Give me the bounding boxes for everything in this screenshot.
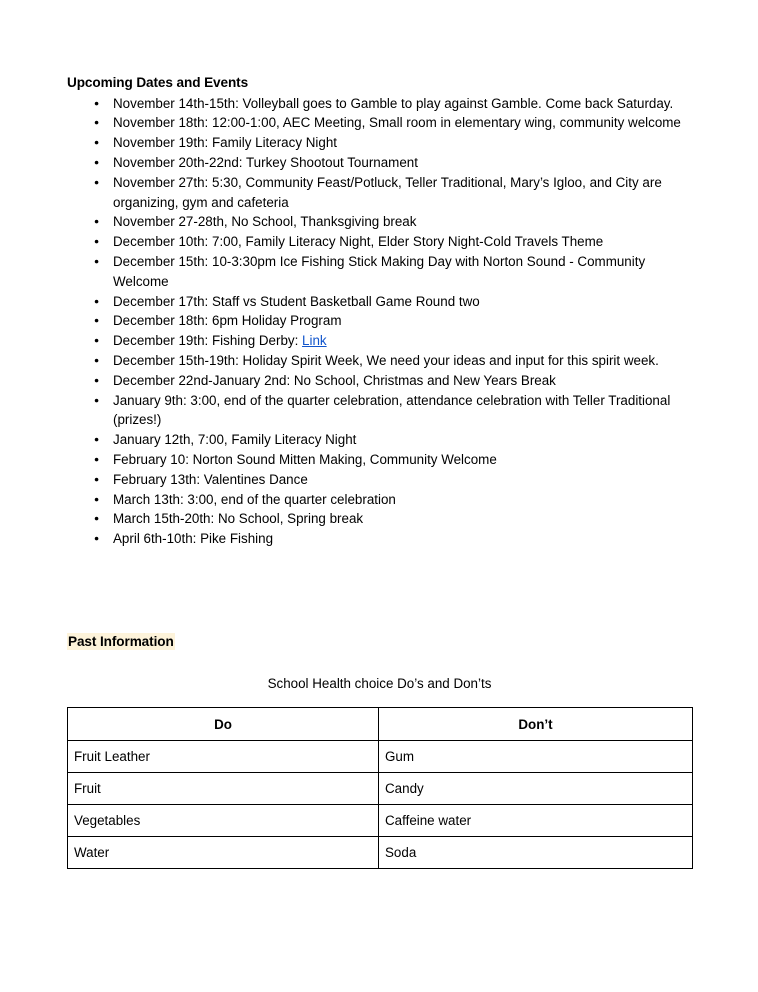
list-item-text: December 22nd-January 2nd: No School, Christmas and New Years Break bbox=[113, 372, 556, 388]
list-item-text: February 10: Norton Sound Mitten Making, Community Welcome bbox=[113, 451, 497, 467]
list-item-text: November 20th-22nd: Turkey Shootout Tournament bbox=[113, 154, 418, 170]
past-information-heading: Past Information bbox=[68, 633, 174, 649]
list-item bbox=[67, 173, 692, 213]
list-item bbox=[67, 391, 692, 431]
page-title: Upcoming Dates and Events bbox=[67, 75, 249, 90]
caption-spacer bbox=[67, 653, 692, 674]
list-item-text: April 6th-10th: Pike Fishing bbox=[113, 531, 274, 547]
list-item bbox=[67, 311, 692, 331]
list-item-text: December 15th-19th: Holiday Spirit Week, We need your ideas and input for this spirit week. bbox=[113, 352, 659, 368]
list-item-text: November 14th-15th: Volleyball goes to Gamble to play against Gamble. Come back Saturday. bbox=[113, 95, 674, 111]
fishing-derby-link[interactable]: Link bbox=[302, 333, 327, 349]
table-cell: Fruit bbox=[68, 773, 379, 805]
list-item bbox=[67, 232, 692, 252]
list-item-text: November 19th: Family Literacy Night bbox=[113, 135, 338, 151]
list-item bbox=[67, 450, 692, 470]
upcoming-events-list bbox=[67, 94, 692, 549]
list-item-text: January 9th: 3:00, end of the quarter celebration, attendance celebration with Teller Traditional (prizes!) bbox=[113, 392, 671, 428]
list-item-text: March 13th: 3:00, end of the quarter celebration bbox=[113, 491, 396, 507]
list-item-text: November 18th: 12:00-1:00, AEC Meeting, Small room in elementary wing, community welcome bbox=[113, 115, 681, 131]
table-cell: Soda bbox=[379, 837, 693, 869]
table-cell: Fruit Leather bbox=[68, 741, 379, 773]
list-item bbox=[67, 351, 692, 371]
list-item bbox=[67, 529, 692, 549]
list-item bbox=[67, 113, 692, 133]
past-heading-wrap bbox=[67, 631, 692, 653]
table-column-header: Don’t bbox=[379, 708, 693, 741]
section-spacer bbox=[67, 549, 692, 631]
list-item-text: December 15th: 10-3:30pm Ice Fishing Stick Making Day with Norton Sound - Community Welcome bbox=[113, 253, 646, 289]
list-item bbox=[67, 292, 692, 312]
table-row bbox=[68, 741, 693, 773]
table-cell: Vegetables bbox=[68, 805, 379, 837]
list-item bbox=[67, 212, 692, 232]
table-cell: Gum bbox=[379, 741, 693, 773]
list-item bbox=[67, 490, 692, 510]
table-caption: School Health choice Do’s and Don’ts bbox=[267, 675, 492, 691]
table-cell: Water bbox=[68, 837, 379, 869]
table-header-row bbox=[68, 708, 693, 741]
list-item-text: March 15th-20th: No School, Spring break bbox=[113, 511, 364, 527]
document-body bbox=[67, 72, 692, 869]
list-item bbox=[67, 470, 692, 490]
table-column-header: Do bbox=[68, 708, 379, 741]
table-body bbox=[68, 741, 693, 869]
list-item bbox=[67, 430, 692, 450]
table-cell: Candy bbox=[379, 773, 693, 805]
list-item bbox=[67, 133, 692, 153]
list-item-text: November 27th: 5:30, Community Feast/Potluck, Teller Traditional, Mary’s Igloo, and City are organizing, gym and cafeteria bbox=[113, 174, 662, 210]
list-item-text: February 13th: Valentines Dance bbox=[113, 471, 308, 487]
table-cell: Caffeine water bbox=[379, 805, 693, 837]
list-item bbox=[67, 153, 692, 173]
list-item-text: November 27-28th, No School, Thanksgiving break bbox=[113, 214, 417, 230]
table-row bbox=[68, 837, 693, 869]
list-item-text: January 12th, 7:00, Family Literacy Night bbox=[113, 432, 357, 448]
upcoming-heading-wrap bbox=[67, 72, 692, 94]
list-item bbox=[67, 331, 692, 351]
list-item-text: December 18th: 6pm Holiday Program bbox=[113, 313, 342, 329]
list-item bbox=[67, 509, 692, 529]
list-item-text: December 10th: 7:00, Family Literacy Night, Elder Story Night-Cold Travels Theme bbox=[113, 234, 604, 250]
list-item bbox=[67, 252, 692, 292]
list-item bbox=[67, 371, 692, 391]
table-row bbox=[68, 773, 693, 805]
list-item bbox=[67, 94, 692, 114]
table-head bbox=[68, 708, 693, 741]
table-row bbox=[68, 805, 693, 837]
do-dont-table bbox=[67, 707, 693, 869]
list-item-text: December 19th: Fishing Derby: bbox=[113, 333, 303, 349]
list-item-text: December 17th: Staff vs Student Basketball Game Round two bbox=[113, 293, 480, 309]
